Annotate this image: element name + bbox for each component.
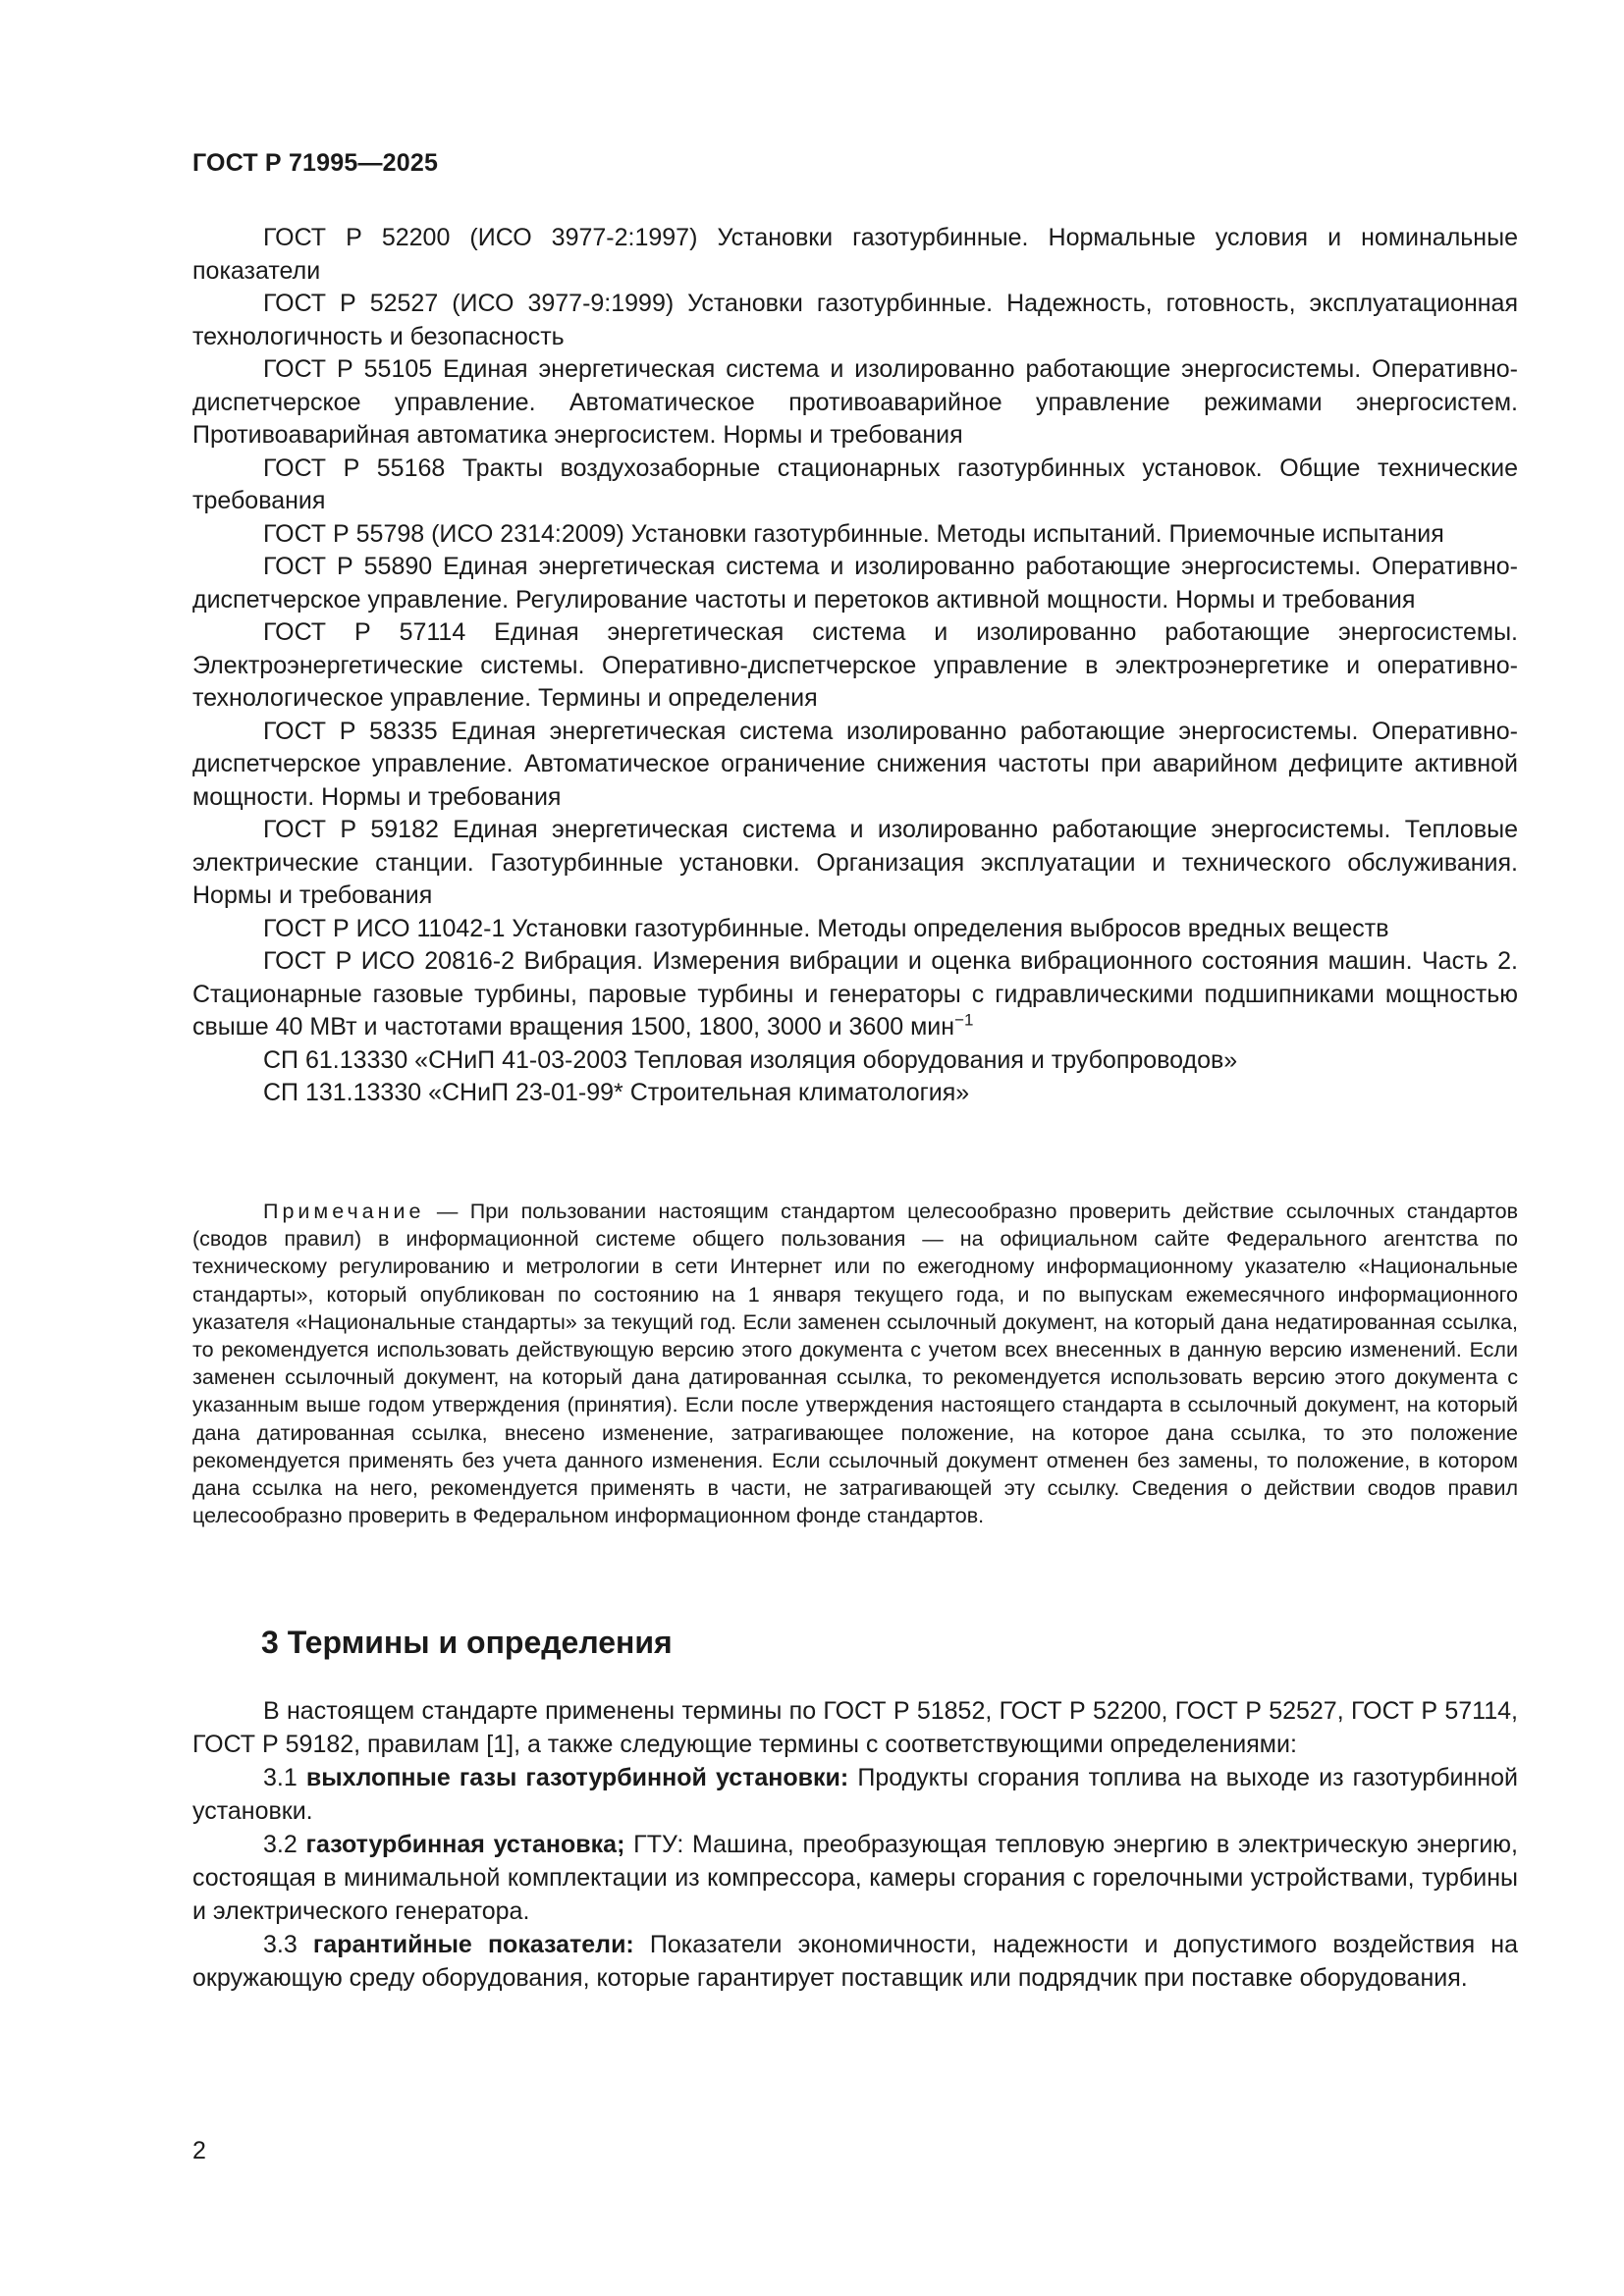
- normative-references-list: [192, 222, 1518, 1110]
- reference-item-sp: СП 131.13330 «СНиП 23-01-99* Строительная климатология»: [263, 1079, 970, 1106]
- reference-item: ГОСТ Р 57114 Единая энергетическая система и изолированно работающие энергосистемы. Электроэнергетические системы. Оперативно-диспетчерское управление в электроэнергетике и оперативно-технологическое управление. Термины и определения: [192, 618, 1518, 712]
- terms-section: [192, 1694, 1518, 1995]
- document-header: ГОСТ Р 71995—2025: [192, 149, 439, 177]
- reference-item: ГОСТ Р 52527 (ИСО 3977-9:1999) Установки газотурбинные. Надежность, готовность, эксплуатационная технологичность и безопасность: [192, 290, 1518, 350]
- section-intro: В настоящем стандарте применены термины по ГОСТ Р 51852, ГОСТ Р 52200, ГОСТ Р 52527, ГОСТ Р 57114, ГОСТ Р 59182, правилам [1], а также следующие термины с соответствующими определениями:: [192, 1697, 1518, 1758]
- reference-text: ГОСТ Р ИСО 20816-2 Вибрация. Измерения вибрации и оценка вибрационного состояния машин. Часть 2. Стационарные газовые турбины, паровые турбины и генераторы с гидравлическими подшипниками мощностью свыше 40 МВт и частотами вращения 1500, 1800, 3000 и 3600 мин: [192, 947, 1518, 1041]
- term-name: гарантийные показатели:: [312, 1931, 634, 1958]
- note-paragraph: [192, 1198, 1518, 1529]
- term-definition: Продукты сгорания топлива на выходе из газотурбинной установки.: [192, 1764, 1518, 1825]
- reference-item-iso20816: [192, 945, 1518, 1044]
- term-number: 3.1: [263, 1764, 306, 1791]
- reference-item: ГОСТ Р 55105 Единая энергетическая система и изолированно работающие энергосистемы. Оперативно-диспетчерское управление. Автоматическое противоаварийное управление режимами энергосистем. Противоаварийная автоматика энергосистем. Нормы и требования: [192, 355, 1518, 449]
- term-name: газотурбинная установка;: [305, 1831, 625, 1858]
- reference-item-sp: СП 61.13330 «СНиП 41-03-2003 Тепловая изоляция оборудования и трубопроводов»: [263, 1045, 1238, 1074]
- term-entry: [192, 1928, 1518, 1995]
- note-label: Примечание: [263, 1200, 425, 1223]
- reference-item: ГОСТ Р 55798 (ИСО 2314:2009) Установки газотурбинные. Методы испытаний. Приемочные испытания: [263, 519, 1444, 548]
- note-text: — При пользовании настоящим стандартом целесообразно проверить действие ссылочных стандартов (сводов правил) в информационной системе общего пользования — на официальном сайте Федерального агентства по техническому регулированию и метрологии в сети Интернет или по ежегодному информационному указателю «Национальные стандарты», который опубликован по состоянию на 1 января текущего года, и по выпускам ежемесячного информационного указателя «Национальные стандарты» за текущий год. Если заменен ссылочный документ, на который дана недатированная ссылка, то рекомендуется использовать действующую версию этого документа с учетом всех внесенных в данную версию изменений. Если заменен ссылочный документ, на который дана датированная ссылка, то рекомендуется использовать версию этого документа с указанным выше годом утверждения (принятия). Если после утверждения настоящего стандарта в ссылочный документ, на который дана датированная ссылка, внесено изменение, затрагивающее положение, на которое дана ссылка, то это положение рекомендуется применять без учета данного изменения. Если ссылочный документ отменен без замены, то положение, в котором дана ссылка на него, рекомендуется применять в части, не затрагивающей эту ссылку. Сведения о действии сводов правил целесообразно проверить в Федеральном информационном фонде стандартов.: [192, 1200, 1518, 1528]
- term-definition: ГТУ: Машина, преобразующая тепловую энергию в электрическую энергию, состоящая в минимальной комплектации из компрессора, камеры сгорания с горелочными устройствами, турбины и электрического генератора.: [192, 1831, 1519, 1925]
- reference-item: ГОСТ Р 55168 Тракты воздухозаборные стационарных газотурбинных установок. Общие технические требования: [192, 454, 1518, 514]
- reference-item: ГОСТ Р 52200 (ИСО 3977-2:1997) Установки газотурбинные. Нормальные условия и номинальные показатели: [192, 224, 1518, 285]
- reference-item: ГОСТ Р 58335 Единая энергетическая система изолированно работающие энергосистемы. Оперативно-диспетчерское управление. Автоматическое ограничение снижения частоты при аварийном дефиците активной мощности. Нормы и требования: [192, 717, 1518, 811]
- term-entry: [192, 1761, 1518, 1828]
- section-title: 3 Термины и определения: [261, 1625, 673, 1660]
- reference-item: ГОСТ Р ИСО 11042-1 Установки газотурбинные. Методы определения выбросов вредных веществ: [263, 914, 1389, 942]
- reference-superscript: −1: [954, 1010, 974, 1030]
- term-name: выхлопные газы газотурбинной установки:: [305, 1764, 849, 1791]
- reference-item: ГОСТ Р 59182 Единая энергетическая система и изолированно работающие энергосистемы. Тепловые электрические станции. Газотурбинные установки. Организация эксплуатации и технического обслуживания. Нормы и требования: [192, 816, 1518, 909]
- term-definition: Показатели экономичности, надежности и допустимого воздействия на окружающую среду оборудования, которые гарантирует поставщик или подрядчик при поставке оборудования.: [192, 1931, 1518, 1992]
- term-number: 3.3: [263, 1931, 313, 1958]
- term-number: 3.2: [263, 1831, 306, 1858]
- reference-item: ГОСТ Р 55890 Единая энергетическая система и изолированно работающие энергосистемы. Оперативно-диспетчерское управление. Регулирование частоты и перетоков активной мощности. Нормы и требования: [192, 553, 1518, 614]
- term-entry: [192, 1828, 1518, 1928]
- page-number: 2: [192, 2137, 206, 2164]
